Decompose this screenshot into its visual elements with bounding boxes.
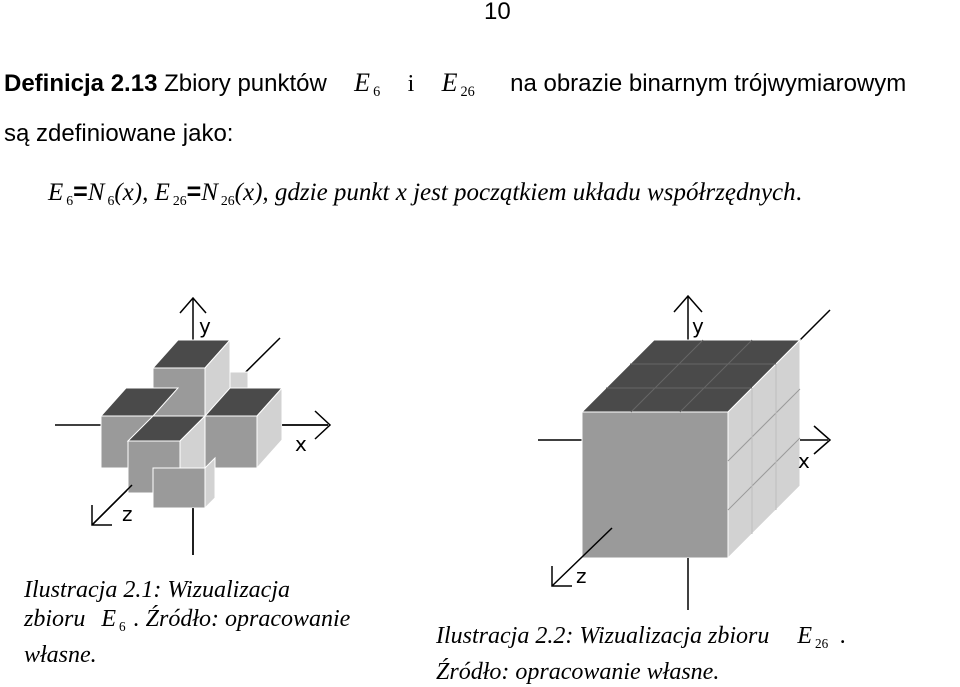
fig2-x-label: x <box>798 449 810 473</box>
definition-text-after: na obrazie binarnym trójwymiarowym <box>510 70 907 97</box>
definition-line-2: są zdefiniowane jako: <box>4 120 234 147</box>
fig1-x-label: x <box>295 432 307 456</box>
definition-label: Definicja 2.13 <box>4 70 158 97</box>
set-e26-symbol: E $_{26}$ <box>441 68 475 100</box>
definition-text-before: Zbiory punktów <box>157 70 327 97</box>
caption2-symbol: E $_{26}$ <box>797 623 829 651</box>
page-number: 10 <box>484 0 511 25</box>
fig1-y-label: y <box>199 314 211 338</box>
figure2-caption: Ilustracja 2.2: Wizualizacja zbioru E $_{26}$ . Źródło: opracowanie własne. <box>436 623 847 685</box>
fig1-z-label: z <box>122 502 133 526</box>
fig2-y-label: y <box>692 314 704 338</box>
caption1-symbol: E $_6$ <box>101 606 126 634</box>
fig2-diagonal-back <box>800 310 830 340</box>
formula-description: gdzie punkt x jest początkiem układu współrzędnych <box>274 179 796 206</box>
fig2-z-label: z <box>576 564 587 588</box>
set-e6-symbol: E $_6$ <box>354 68 381 100</box>
figure1-caption: Ilustracja 2.1: Wizualizacja zbioru E $_6$ . Źródło: opracowanie własne. <box>24 577 351 668</box>
definition-formula: E $_6$=N $_6$(x), E $_{26}$=N $_{26}$(x), gdzie punkt x jest początkiem układu współrzędnych. <box>48 178 802 208</box>
conjunction-text: i <box>407 71 415 97</box>
